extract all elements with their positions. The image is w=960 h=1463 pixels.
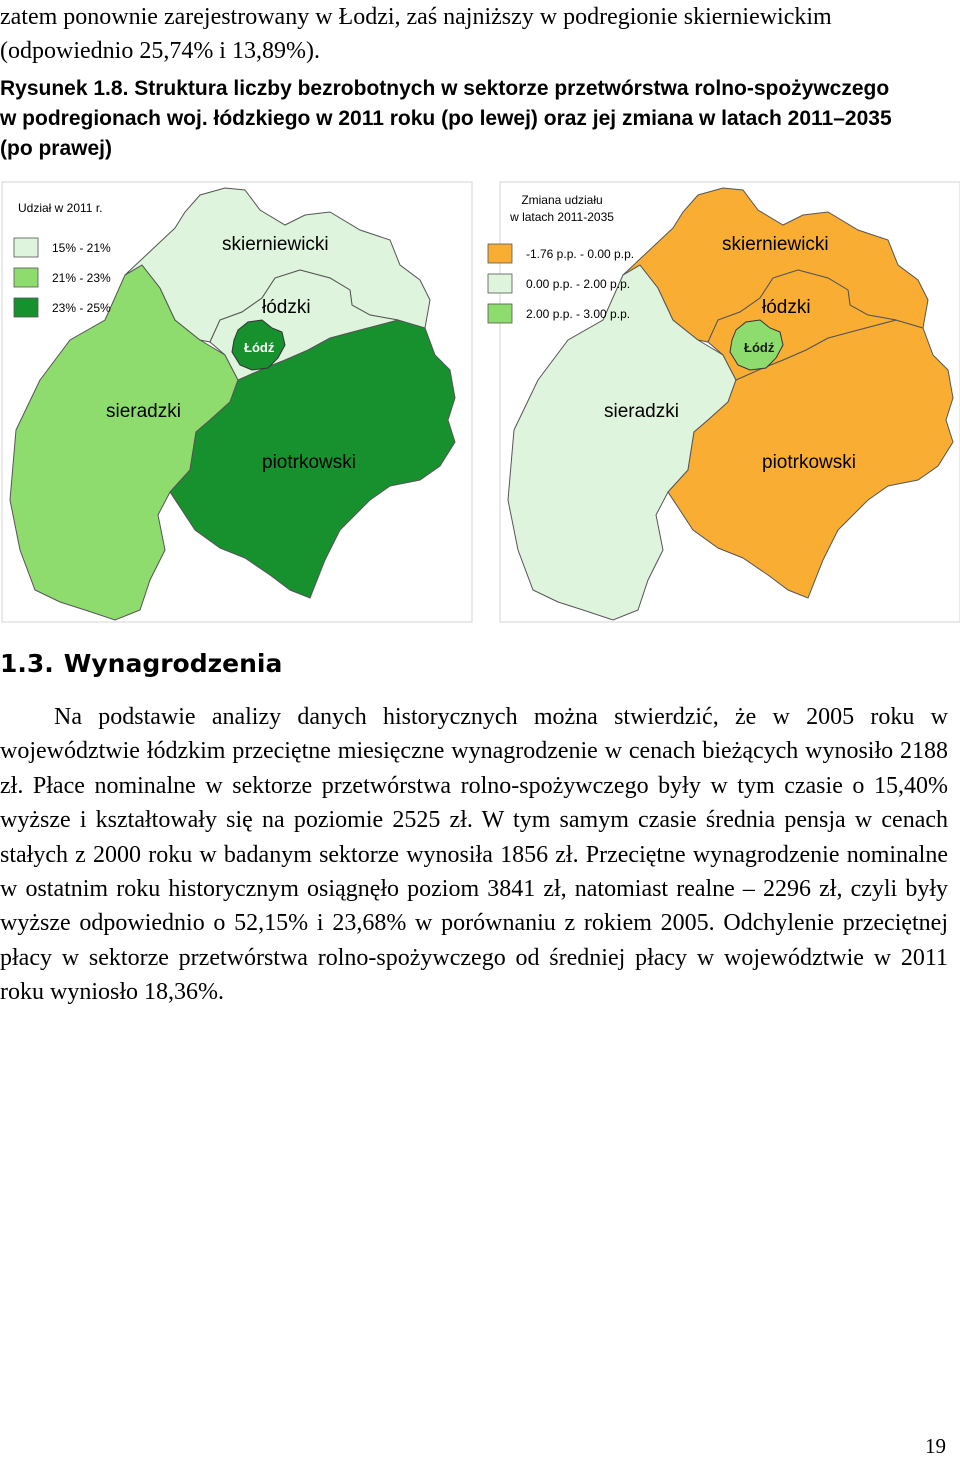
- left-label-skierniewicki: skierniewicki: [222, 234, 329, 255]
- page-number: 19: [925, 1434, 946, 1458]
- left-legend-title: Udział w 2011 r.: [18, 201, 103, 215]
- intro-line-1: zatem ponownie zarejestrowany w Łodzi, zaś najniższy w podregionie skierniewickim: [0, 4, 832, 30]
- left-legend-item-3: [14, 298, 111, 317]
- figure-caption: [0, 74, 960, 164]
- right-label-piotrkowski: piotrkowski: [762, 452, 856, 473]
- right-legend-item-3: [488, 304, 630, 323]
- left-legend-swatch-3: [14, 298, 38, 317]
- caption-line-3: (po prawej): [0, 137, 113, 160]
- intro-text: [0, 0, 960, 68]
- right-legend-item-1: [488, 244, 634, 263]
- figure-maps: [0, 170, 960, 630]
- section-number: 1.3.: [0, 649, 54, 678]
- caption-line-2: w podregionach woj. łódzkiego w 2011 roku (po lewej) oraz jej zmiana w latach 2011–2035: [0, 107, 892, 130]
- right-legend-label-1: -1.76 p.p. - 0.00 p.p.: [526, 247, 635, 261]
- intro-line-2: (odpowiednio 25,74% i 13,89%).: [0, 38, 320, 64]
- right-legend-title-2: w latach 2011-2035: [510, 210, 614, 224]
- body-paragraph: [0, 700, 948, 1010]
- right-legend-item-2: [488, 274, 630, 293]
- right-label-lodzki: łódzki: [762, 297, 811, 318]
- right-map: [488, 182, 960, 622]
- left-label-lodzki: łódzki: [262, 297, 311, 318]
- right-legend-label-3: 2.00 p.p. - 3.00 p.p.: [526, 307, 631, 321]
- right-label-lodz: Łódź: [744, 340, 775, 355]
- left-label-sieradzki: sieradzki: [106, 401, 181, 422]
- left-legend-item-1: [14, 238, 111, 257]
- left-legend-label-2: 21% - 23%: [52, 271, 111, 285]
- left-legend-swatch-1: [14, 238, 38, 257]
- left-map: [2, 182, 472, 622]
- right-label-sieradzki: sieradzki: [604, 401, 679, 422]
- section-heading: [0, 646, 292, 682]
- section-title: Wynagrodzenia: [63, 649, 283, 678]
- left-label-piotrkowski: piotrkowski: [262, 452, 356, 473]
- right-label-skierniewicki: skierniewicki: [722, 234, 829, 255]
- right-legend-swatch-1: [488, 244, 512, 263]
- left-legend-item-2: [14, 268, 111, 287]
- body-text: Na podstawie analizy danych historycznych można stwierdzić, że w 2005 roku w województwie łódzkim przeciętne miesięczne wynagrodzenie w cenach bieżących wynosiło 2188 zł. Płace nominalne w sektorze przetwórstwa rolno-spożywczego były w tym czasie o 15,40% wyższe i kształtowały się na poziomie 2525 zł. W tym samym czasie średnia pensja w cenach stałych z 2000 roku w badanym sektorze wynosiła 1856 zł. Przeciętne wynagrodzenie nominalne w ostatnim roku historycznym osiągnęło poziom 3841 zł, natomiast realne – 2296 zł, czyli były wyższe odpowiednio o 52,15% i 23,68% w porównaniu z rokiem 2005. Odchylenie przeciętnej płacy w sektorze przetwórstwa rolno-spożywczego od średniej płacy w województwie w 2011 roku wyniosło 18,36%.: [0, 704, 948, 1006]
- left-legend-label-1: 15% - 21%: [52, 241, 111, 255]
- right-legend-title-1: Zmiana udziału: [521, 193, 603, 207]
- left-label-lodz: Łódź: [244, 340, 275, 355]
- left-legend-label-3: 23% - 25%: [52, 301, 111, 315]
- left-legend-swatch-2: [14, 268, 38, 287]
- right-legend-swatch-3: [488, 304, 512, 323]
- right-legend-label-2: 0.00 p.p. - 2.00 p.p.: [526, 277, 631, 291]
- right-legend-swatch-2: [488, 274, 512, 293]
- caption-line-1: Rysunek 1.8. Struktura liczby bezrobotnych w sektorze przetwórstwa rolno-spożywczego: [0, 77, 890, 100]
- maps-svg: [0, 170, 960, 630]
